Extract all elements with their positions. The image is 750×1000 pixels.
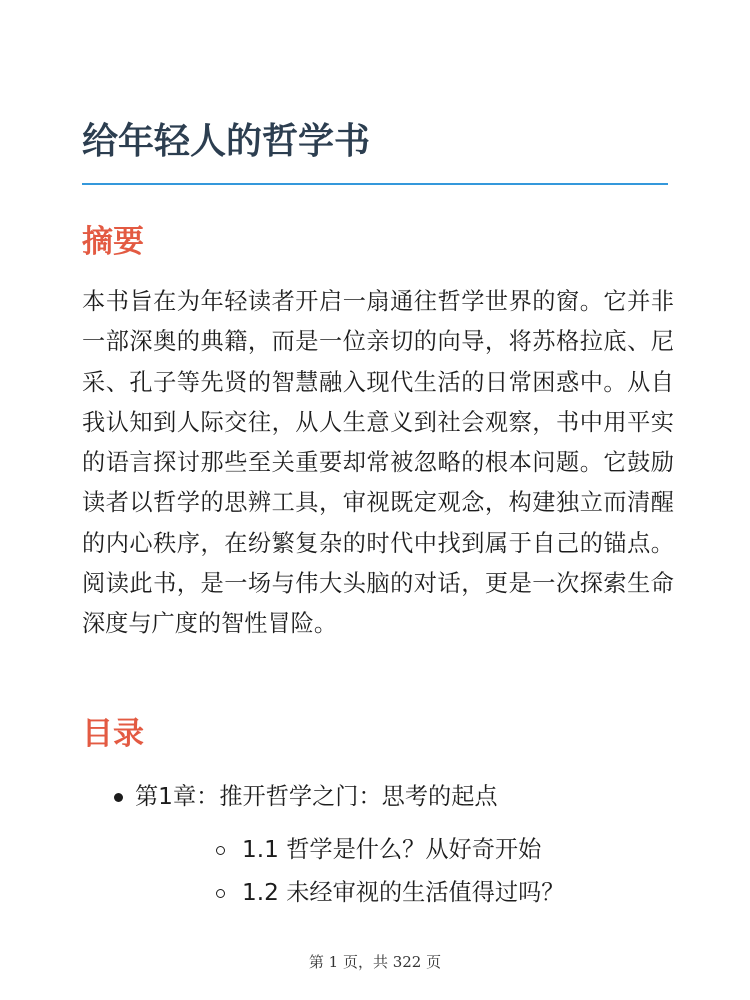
abstract-heading: 摘要 — [82, 224, 144, 260]
page-number-footer: 第 1 页，共 322 页 — [308, 953, 442, 971]
bullet-circle-icon — [216, 889, 225, 898]
toc-section-label: 1.2 未经审视的生活值得过吗？ — [242, 879, 565, 906]
toc-section-list — [135, 828, 668, 914]
abstract-body: 本书旨在为年轻读者开启一扇通往哲学世界的窗。它并非一部深奥的典籍，而是一位亲切的向导，将苏格拉底、尼采、孔子等先贤的智慧融入现代生活的日常困惑中。从自我认知到人际交往，从人生意义到社会观察，书中用平实的语言探讨那些至关重要却常被忽略的根本问题。它鼓励读者以哲学的思辨工具，审视既定观念，构建独立而清醒的内心秩序，在纷繁复杂的时代中找到属于自己的锚点。阅读此书，是一场与伟大头脑的对话，更是一次探索生命深度与广度的智性冒险。 — [82, 288, 674, 638]
toc-section-label: 1.1 哲学是什么？从好奇开始 — [242, 836, 542, 863]
toc-chapter-label: 第1章：推开哲学之门：思考的起点 — [135, 783, 498, 810]
toc-section-1-1[interactable] — [135, 828, 668, 871]
toc-section-1-2[interactable] — [135, 871, 668, 914]
bullet-disc-icon — [114, 793, 123, 802]
toc-heading: 目录 — [82, 716, 144, 752]
toc-list — [82, 772, 668, 914]
bullet-circle-icon — [216, 846, 225, 855]
title-divider — [82, 183, 668, 185]
document-page — [82, 0, 674, 1000]
book-title: 给年轻人的哲学书 — [82, 121, 371, 162]
toc-chapter-1[interactable] — [82, 772, 668, 914]
